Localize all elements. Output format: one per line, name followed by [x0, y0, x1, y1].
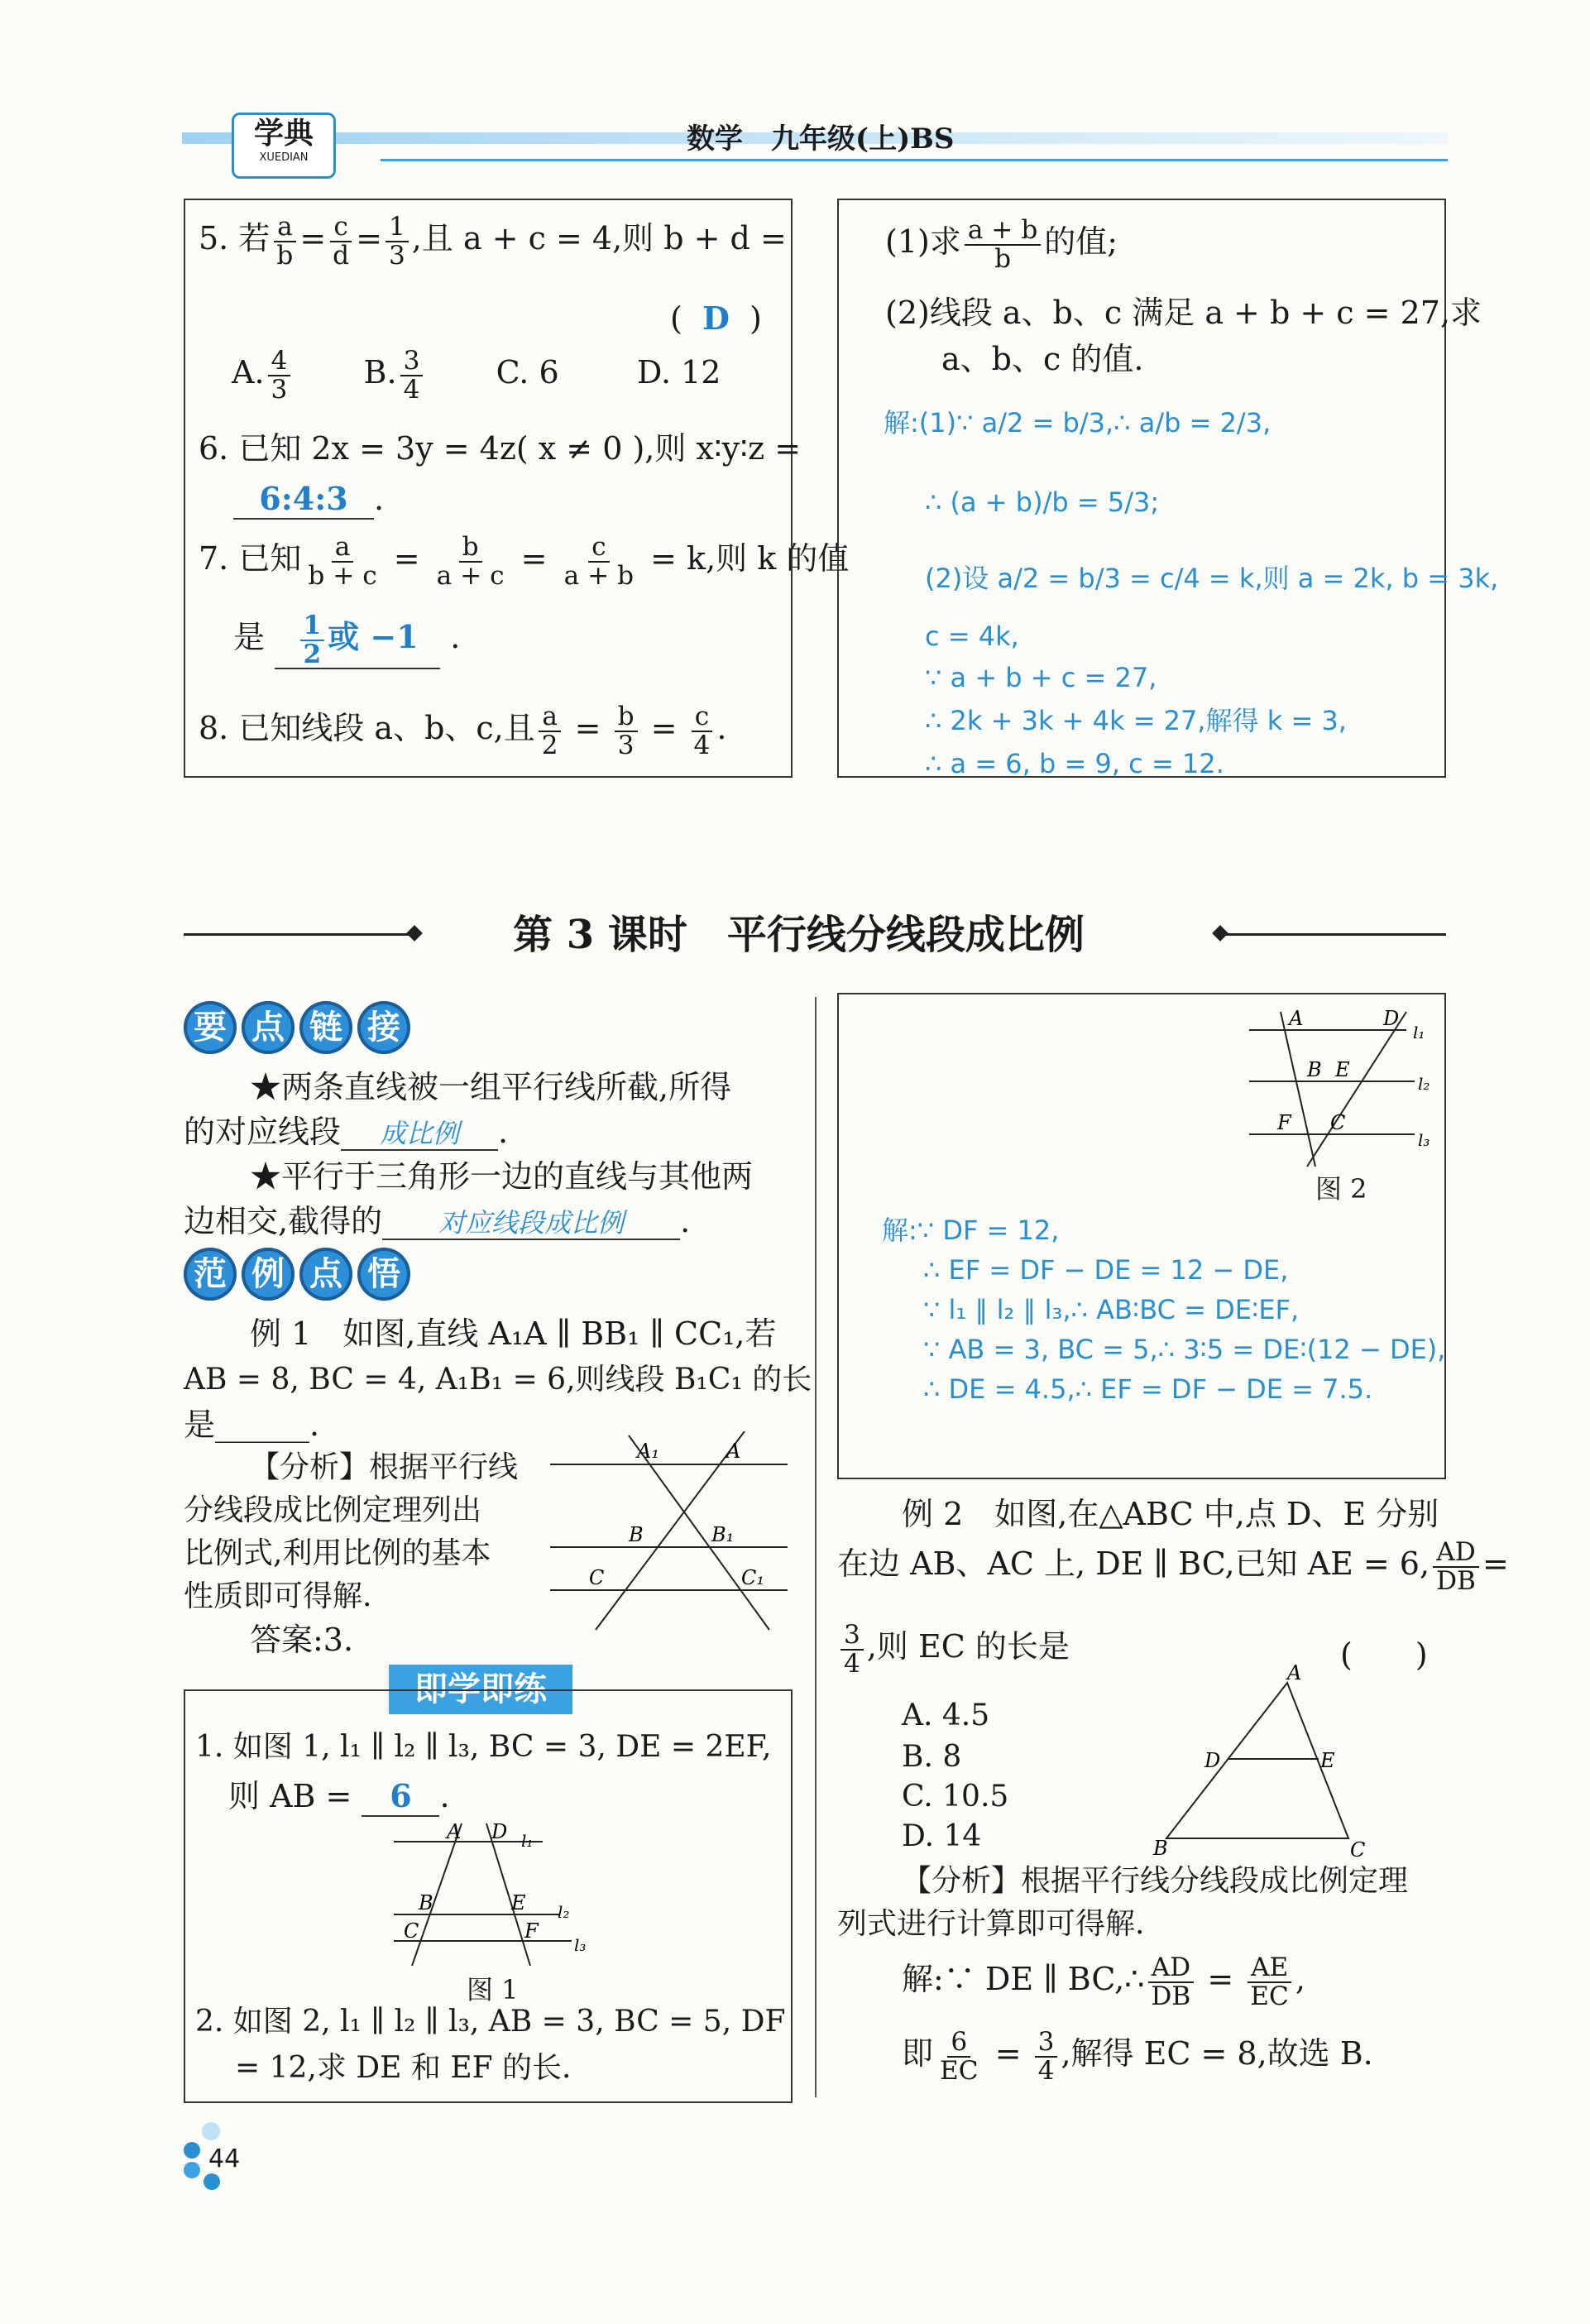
q5-frac1: $\frac{a}{b}$: [273, 213, 296, 269]
ex2-sol-line1: 解:∵ DE ∥ BC,∴ $\frac{AD}{DB}$ = $\frac{AE}{EC}$ ,: [902, 1953, 1305, 2011]
q7-answer-value: $\frac{1}{2}$ 或 −1: [275, 612, 440, 669]
q7-line: 7. 已知 $\frac{a}{b + c}$ = $\frac{b}{a + c}$ = $\frac{c}{a + b}$ = k,则 k 的值: [199, 532, 850, 591]
svg-text:l₁: l₁: [1413, 1023, 1425, 1042]
ex2-opt-a: A. 4.5: [902, 1699, 990, 1732]
svg-text:F: F: [524, 1919, 539, 1943]
top-solution-4: c = 4k,: [925, 621, 1019, 652]
kp1-line2: 的对应线段 成比例 .: [184, 1114, 509, 1150]
ex1-figure: [546, 1431, 794, 1638]
svg-text:D: D: [1383, 1007, 1400, 1030]
q6-line: 6. 已知 2x = 3y = 4z( x ≠ 0 ),则 x∶y∶z =: [199, 430, 802, 467]
ex2-opt-d: D. 14: [902, 1819, 982, 1853]
svg-text:l₃: l₃: [1418, 1130, 1430, 1150]
ex1-line1: 例 1 如图,直线 A₁A ∥ BB₁ ∥ CC₁,若: [250, 1315, 777, 1352]
fig2-caption: 图 2: [1315, 1173, 1367, 1205]
svg-text:B₁: B₁: [711, 1523, 735, 1546]
svg-text:A: A: [1287, 1663, 1302, 1684]
q5-frac2: $\frac{c}{d}$: [329, 213, 352, 269]
ex2-sol-line2: 即 $\frac{6}{EC}$ = $\frac{3}{4}$ ,解得 EC = 8,故选 B.: [902, 2027, 1373, 2086]
svg-text:D: D: [1204, 1749, 1221, 1772]
ex1-analysis-4: 性质即可得解.: [184, 1579, 372, 1613]
top-solution-2: ∴ (a + b)/b = 5/3;: [925, 486, 1160, 518]
svg-text:D: D: [491, 1820, 508, 1843]
fig2-sol-1: 解:∵ DF = 12,: [882, 1215, 1060, 1246]
fig2-sol-4: ∵ AB = 3, BC = 5,∴ 3∶5 = DE∶(12 − DE),: [923, 1334, 1446, 1365]
column-divider: [815, 997, 817, 2097]
kp2-line1: ★平行于三角形一边的直线与其他两: [250, 1158, 754, 1195]
p2-line1: (2)线段 a、b、c 满足 a + b + c = 27,求: [885, 295, 1482, 331]
header: [182, 108, 1448, 174]
ex2-paren: ( ): [1340, 1636, 1428, 1673]
page-number: 44: [208, 2144, 241, 2173]
svg-text:E: E: [1335, 1058, 1350, 1081]
q5-answer-value: D: [702, 299, 730, 337]
q6-answer-value: 6:4:3: [233, 480, 374, 520]
fig1: [386, 1817, 601, 1982]
ex1-analysis-3: 比例式,利用比例的基本: [184, 1536, 491, 1570]
p1-line: (1)求 $\frac{a + b}{b}$ 的值;: [885, 215, 1118, 274]
top-solution-6: ∴ 2k + 3k + 4k = 27,解得 k = 3,: [925, 705, 1347, 736]
kp2-fill: 对应线段成比例: [382, 1207, 680, 1240]
ex2-analysis-2: 列式进行计算即可得解.: [837, 1907, 1145, 1941]
pq2-line1: 2. 如图 2, l₁ ∥ l₂ ∥ l₃, AB = 3, BC = 5, DF: [195, 2005, 786, 2039]
header-subject: 数学 九年级(上)BS: [687, 122, 955, 156]
kp1-fill: 成比例: [341, 1118, 498, 1151]
p2-line2: a、b、c 的值.: [941, 341, 1144, 377]
q6-answer: 6:4:3 .: [233, 480, 384, 520]
svg-text:E: E: [511, 1891, 526, 1914]
svg-text:A: A: [726, 1440, 741, 1463]
title-diamond-left: [406, 925, 423, 942]
q8-line: 8. 已知线段 a、b、c,且 $\frac{a}{2}$ = $\frac{b}{3}$ = $\frac{c}{4}$ .: [199, 702, 727, 760]
svg-text:B: B: [1153, 1837, 1168, 1860]
svg-text:C: C: [589, 1566, 605, 1589]
q5-answer: ( D ): [670, 299, 762, 337]
ex1-analysis-2: 分线段成比例定理列出: [184, 1493, 482, 1527]
svg-text:C: C: [1330, 1111, 1346, 1134]
logo-cn: 学典: [253, 116, 314, 151]
ex1-line2: AB = 8, BC = 4, A₁B₁ = 6,则线段 B₁C₁ 的长: [184, 1363, 812, 1397]
svg-text:A₁: A₁: [637, 1440, 659, 1463]
section-title: 第 3 课时 平行线分线段成比例: [513, 912, 1085, 958]
examples-header: 范 例 点 悟: [184, 1248, 415, 1301]
header-rule: [381, 159, 1448, 161]
ex1-answer: 答案:3.: [250, 1622, 354, 1658]
svg-text:B: B: [629, 1523, 644, 1546]
svg-text:E: E: [1320, 1749, 1335, 1772]
q7-answer: 是 $\frac{1}{2}$ 或 −1 .: [233, 611, 461, 669]
kp2-line2: 边相交,截得的 对应线段成比例 .: [184, 1203, 691, 1239]
pq2-line2: = 12,求 DE 和 EF 的长.: [235, 2051, 572, 2085]
kp1-line1: ★两条直线被一组平行线所截,所得: [250, 1069, 732, 1105]
title-rule-right: [1221, 933, 1446, 936]
svg-text:l₃: l₃: [574, 1935, 587, 1955]
logo: [232, 113, 336, 179]
ex2-line3: $\frac{3}{4}$ ,则 EC 的长是: [837, 1622, 1070, 1677]
fig1-caption: 图 1: [467, 1974, 519, 2005]
pq1-line2: 则 AB = 6 .: [228, 1777, 450, 1817]
practice-banner: 即学即练: [389, 1665, 572, 1714]
ex2-analysis-1: 【分析】根据平行线分线段成比例定理: [902, 1864, 1409, 1898]
fig2: [1241, 1005, 1439, 1171]
svg-text:C: C: [1350, 1838, 1366, 1862]
fig2-sol-3: ∵ l₁ ∥ l₂ ∥ l₃,∴ AB∶BC = DE∶EF,: [923, 1294, 1300, 1325]
top-solution-1: 解:(1)∵ a/2 = b/3,∴ a/b = 2/3,: [884, 407, 1272, 438]
ex1-line3: 是______.: [184, 1406, 320, 1443]
ex1-analysis-1: 【分析】根据平行线: [250, 1450, 519, 1484]
pq1-answer: 6: [362, 1777, 439, 1817]
q5-frac3: $\frac{1}{3}$: [386, 213, 409, 269]
top-solution-5: ∵ a + b + c = 27,: [925, 662, 1157, 693]
title-rule-left: [184, 933, 415, 936]
ex2-opt-b: B. 8: [902, 1740, 962, 1774]
fig2-sol-2: ∴ EF = DF − DE = 12 − DE,: [923, 1254, 1289, 1286]
key-points-header: 要 点 链 接: [184, 1001, 415, 1054]
svg-text:l₁: l₁: [521, 1831, 534, 1851]
svg-text:A: A: [1289, 1007, 1304, 1030]
fig2-sol-5: ∴ DE = 4.5,∴ EF = DF − DE = 7.5.: [923, 1373, 1373, 1405]
svg-text:C₁: C₁: [741, 1566, 764, 1589]
svg-text:l₂: l₂: [1418, 1074, 1430, 1094]
q5-options: A. $\frac{4}{3}$ B. $\frac{3}{4}$ C. 6 D. 12: [232, 346, 721, 405]
logo-en: XUEDIAN: [259, 151, 309, 164]
ex2-line1: 例 2 如图,在△ABC 中,点 D、E 分别: [902, 1496, 1439, 1532]
svg-text:F: F: [1277, 1111, 1291, 1134]
svg-text:B: B: [1307, 1058, 1322, 1081]
top-solution-3: (2)设 a/2 = b/3 = c/4 = k,则 a = 2k, b = 3k,: [925, 563, 1499, 594]
svg-text:C: C: [404, 1919, 419, 1943]
pq1-line1: 1. 如图 1, l₁ ∥ l₂ ∥ l₃, BC = 3, DE = 2EF,: [195, 1730, 772, 1764]
svg-text:l₂: l₂: [558, 1902, 570, 1922]
top-solution-7: ∴ a = 6, b = 9, c = 12.: [925, 748, 1224, 779]
q5-line: 5. 若 $\frac{a}{b}$ = $\frac{c}{d}$ = $\frac{1}{3}$ ,且 a + c = 4,则 b + d =: [199, 212, 787, 271]
svg-text:A: A: [447, 1820, 462, 1843]
ex2-triangle: [1150, 1663, 1390, 1870]
svg-text:B: B: [419, 1891, 433, 1914]
ex2-opt-c: C. 10.5: [902, 1780, 1009, 1814]
ex2-line2: 在边 AB、AC 上, DE ∥ BC,已知 AE = 6, $\frac{AD}{DB}$ =: [837, 1537, 1509, 1596]
